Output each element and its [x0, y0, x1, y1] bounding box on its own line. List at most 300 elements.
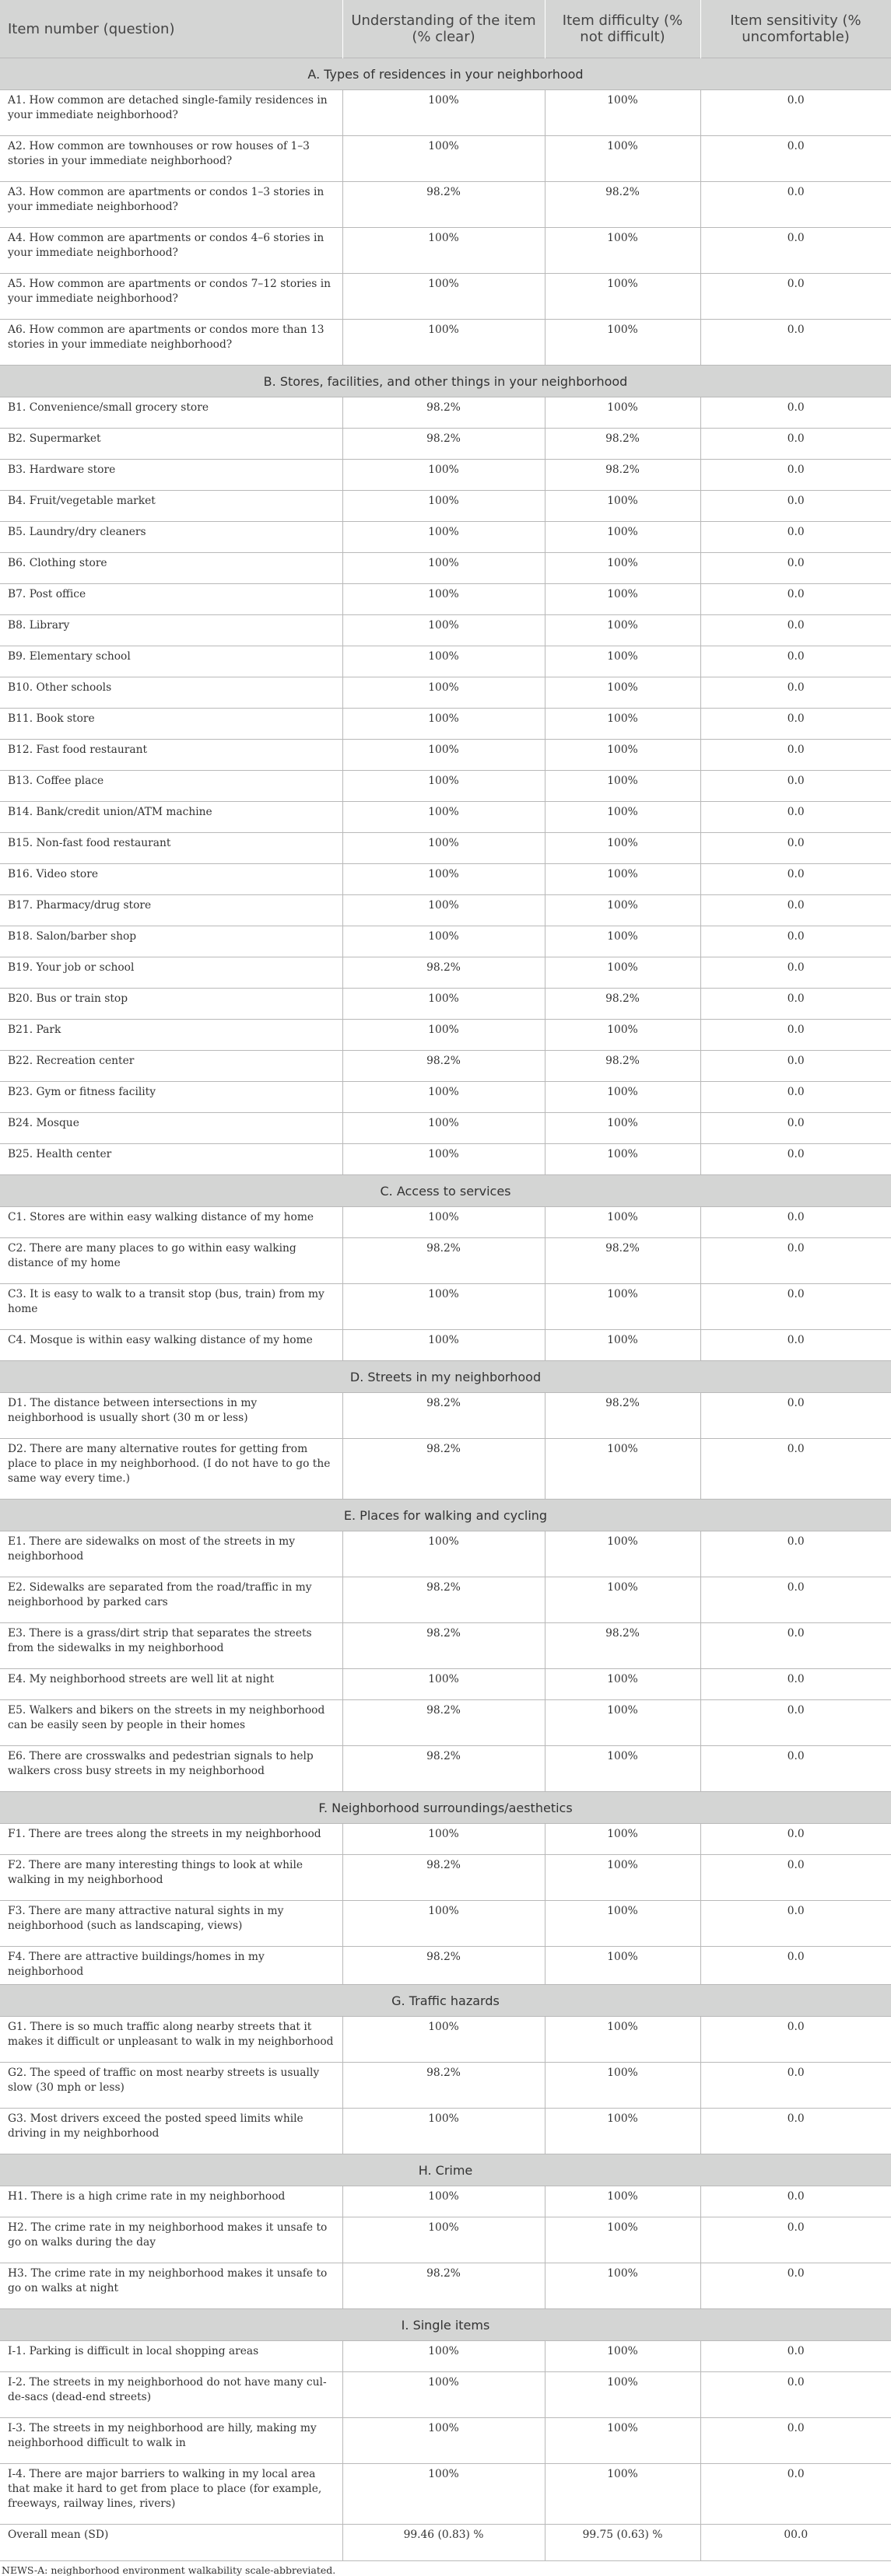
- sensitivity-value: 0.0: [700, 522, 891, 553]
- difficulty-value: 100%: [545, 1746, 700, 1792]
- item-question: B20. Bus or train stop: [0, 989, 342, 1020]
- understanding-value: 98.2%: [342, 1393, 545, 1439]
- section-header-row: [0, 58, 891, 90]
- table-row: [0, 2109, 891, 2154]
- sensitivity-value: 0.0: [700, 2186, 891, 2217]
- difficulty-value: 100%: [545, 1577, 700, 1623]
- table-row: [0, 989, 891, 1020]
- sensitivity-value: 0.0: [700, 677, 891, 709]
- table-row: [0, 2418, 891, 2464]
- table-body: [0, 58, 891, 2561]
- item-question: A5. How common are apartments or condos 7–12 stories in your immediate neighborhood?: [0, 274, 342, 320]
- item-question: E2. Sidewalks are separated from the road/traffic in my neighborhood by parked cars: [0, 1577, 342, 1623]
- difficulty-value: 100%: [545, 1020, 700, 1051]
- sensitivity-value: 0.0: [700, 1577, 891, 1623]
- table-row: [0, 677, 891, 709]
- table-row: [0, 1144, 891, 1175]
- item-question: B15. Non-fast food restaurant: [0, 833, 342, 864]
- sensitivity-value: 0.0: [700, 1439, 891, 1500]
- section-header-row: [0, 2309, 891, 2341]
- difficulty-value: 100%: [545, 2263, 700, 2309]
- difficulty-value: 100%: [545, 2063, 700, 2109]
- sensitivity-value: 0.0: [700, 1330, 891, 1361]
- header-row: [0, 0, 891, 58]
- section-header-row: [0, 1985, 891, 2017]
- sensitivity-value: 0.0: [700, 1623, 891, 1669]
- sensitivity-value: 0.0: [700, 1051, 891, 1082]
- understanding-value: 100%: [342, 2217, 545, 2263]
- understanding-value: 100%: [342, 1824, 545, 1855]
- understanding-value: 100%: [342, 1207, 545, 1238]
- item-question: E6. There are crosswalks and pedestrian signals to help walkers cross busy streets in my neighborhood: [0, 1746, 342, 1792]
- table-row: [0, 1531, 891, 1577]
- table-row: [0, 2263, 891, 2309]
- difficulty-value: 100%: [545, 2017, 700, 2063]
- sensitivity-value: 0.0: [700, 320, 891, 366]
- table-row: [0, 90, 891, 136]
- item-question: C1. Stores are within easy walking distance of my home: [0, 1207, 342, 1238]
- understanding-value: 100%: [342, 1284, 545, 1330]
- item-question: E3. There is a grass/dirt strip that separates the streets from the sidewalks in my neighborhood: [0, 1623, 342, 1669]
- difficulty-value: 100%: [545, 1207, 700, 1238]
- sensitivity-value: 0.0: [700, 1824, 891, 1855]
- table-row: [0, 522, 891, 553]
- difficulty-value: 98.2%: [545, 460, 700, 491]
- understanding-value: 100%: [342, 1082, 545, 1113]
- difficulty-value: 100%: [545, 802, 700, 833]
- understanding-value: 100%: [342, 895, 545, 926]
- table-row: [0, 320, 891, 366]
- sensitivity-value: 0.0: [700, 1669, 891, 1700]
- difficulty-value: 100%: [545, 1330, 700, 1361]
- difficulty-value: 100%: [545, 522, 700, 553]
- table-row: [0, 926, 891, 957]
- table-row: [0, 460, 891, 491]
- item-question: C2. There are many places to go within easy walking distance of my home: [0, 1238, 342, 1284]
- difficulty-value: 98.2%: [545, 182, 700, 228]
- item-question: H2. The crime rate in my neighborhood makes it unsafe to go on walks during the day: [0, 2217, 342, 2263]
- sensitivity-value: 0.0: [700, 1207, 891, 1238]
- footnote: NEWS-A: neighborhood environment walkability scale-abbreviated.: [2, 2564, 336, 2576]
- understanding-value: 100%: [342, 740, 545, 771]
- table-row: [0, 740, 891, 771]
- understanding-value: 100%: [342, 677, 545, 709]
- difficulty-value: 98.2%: [545, 1238, 700, 1284]
- table-row: [0, 709, 891, 740]
- item-question: B22. Recreation center: [0, 1051, 342, 1082]
- item-question: E5. Walkers and bikers on the streets in my neighborhood can be easily seen by people in their homes: [0, 1700, 342, 1746]
- table-row: [0, 615, 891, 646]
- sensitivity-value: 0.0: [700, 228, 891, 274]
- section-title: C. Access to services: [0, 1175, 891, 1207]
- understanding-value: 98.2%: [342, 2063, 545, 2109]
- sensitivity-value: 0.0: [700, 1746, 891, 1792]
- sensitivity-value: 0.0: [700, 1082, 891, 1113]
- understanding-value: 100%: [342, 553, 545, 584]
- understanding-value: 100%: [342, 2186, 545, 2217]
- understanding-value: 100%: [342, 709, 545, 740]
- section-title: A. Types of residences in your neighborhood: [0, 58, 891, 90]
- item-question: B11. Book store: [0, 709, 342, 740]
- item-question: A1. How common are detached single-family residences in your immediate neighborhood?: [0, 90, 342, 136]
- item-question: B23. Gym or fitness facility: [0, 1082, 342, 1113]
- difficulty-value: 100%: [545, 90, 700, 136]
- table-row: [0, 1623, 891, 1669]
- understanding-value: 100%: [342, 522, 545, 553]
- overall-understanding: 99.46 (0.83) %: [342, 2525, 545, 2561]
- sensitivity-value: 0.0: [700, 584, 891, 615]
- understanding-value: 100%: [342, 90, 545, 136]
- table-row: [0, 2186, 891, 2217]
- sensitivity-value: 0.0: [700, 2464, 891, 2525]
- item-question: D2. There are many alternative routes for getting from place to place in my neighborhood. (I do not have to go the same way every time.): [0, 1439, 342, 1500]
- table-row: [0, 1577, 891, 1623]
- sensitivity-value: 0.0: [700, 1144, 891, 1175]
- sensitivity-value: 0.0: [700, 957, 891, 989]
- understanding-value: 100%: [342, 2418, 545, 2464]
- difficulty-value: 100%: [545, 136, 700, 182]
- table-row: [0, 1284, 891, 1330]
- sensitivity-value: 0.0: [700, 740, 891, 771]
- item-question: G3. Most drivers exceed the posted speed limits while driving in my neighborhood: [0, 2109, 342, 2154]
- difficulty-value: 98.2%: [545, 1393, 700, 1439]
- difficulty-value: 100%: [545, 320, 700, 366]
- table-row: [0, 957, 891, 989]
- sensitivity-value: 0.0: [700, 1901, 891, 1947]
- difficulty-value: 100%: [545, 677, 700, 709]
- table-row: [0, 2217, 891, 2263]
- item-question: B12. Fast food restaurant: [0, 740, 342, 771]
- difficulty-value: 100%: [545, 1284, 700, 1330]
- sensitivity-value: 0.0: [700, 1113, 891, 1144]
- difficulty-value: 98.2%: [545, 1051, 700, 1082]
- table-row: [0, 802, 891, 833]
- item-question: B10. Other schools: [0, 677, 342, 709]
- table-row: [0, 646, 891, 677]
- difficulty-value: 100%: [545, 584, 700, 615]
- understanding-value: 100%: [342, 833, 545, 864]
- difficulty-value: 100%: [545, 1947, 700, 1985]
- understanding-value: 98.2%: [342, 1577, 545, 1623]
- difficulty-value: 100%: [545, 553, 700, 584]
- item-question: B16. Video store: [0, 864, 342, 895]
- item-question: B4. Fruit/vegetable market: [0, 491, 342, 522]
- understanding-value: 98.2%: [342, 1746, 545, 1792]
- item-question: B9. Elementary school: [0, 646, 342, 677]
- sensitivity-value: 0.0: [700, 2063, 891, 2109]
- difficulty-value: 100%: [545, 1144, 700, 1175]
- difficulty-value: 98.2%: [545, 989, 700, 1020]
- table-row: [0, 491, 891, 522]
- section-header-row: [0, 2154, 891, 2186]
- section-title: B. Stores, facilities, and other things in your neighborhood: [0, 366, 891, 397]
- table-row: [0, 2063, 891, 2109]
- item-question: B7. Post office: [0, 584, 342, 615]
- sensitivity-value: 0.0: [700, 90, 891, 136]
- item-question: B24. Mosque: [0, 1113, 342, 1144]
- difficulty-value: 98.2%: [545, 429, 700, 460]
- understanding-value: 100%: [342, 2341, 545, 2372]
- understanding-value: 98.2%: [342, 1947, 545, 1985]
- understanding-value: 100%: [342, 1669, 545, 1700]
- difficulty-value: 100%: [545, 1855, 700, 1901]
- understanding-value: 98.2%: [342, 1439, 545, 1500]
- understanding-value: 98.2%: [342, 1238, 545, 1284]
- header-item-number: Item number (question): [0, 0, 342, 58]
- item-question: A2. How common are townhouses or row houses of 1–3 stories in your immediate neighborhood?: [0, 136, 342, 182]
- difficulty-value: 100%: [545, 2464, 700, 2525]
- sensitivity-value: 0.0: [700, 274, 891, 320]
- item-question: B25. Health center: [0, 1144, 342, 1175]
- difficulty-value: 100%: [545, 615, 700, 646]
- understanding-value: 100%: [342, 615, 545, 646]
- understanding-value: 100%: [342, 989, 545, 1020]
- item-question: F3. There are many attractive natural sights in my neighborhood (such as landscaping, views): [0, 1901, 342, 1947]
- item-question: B2. Supermarket: [0, 429, 342, 460]
- section-title: H. Crime: [0, 2154, 891, 2186]
- sensitivity-value: 0.0: [700, 553, 891, 584]
- item-question: H1. There is a high crime rate in my neighborhood: [0, 2186, 342, 2217]
- header-sensitivity: Item sensitivity (% uncomfortable): [700, 0, 891, 58]
- difficulty-value: 100%: [545, 957, 700, 989]
- sensitivity-value: 0.0: [700, 2109, 891, 2154]
- sensitivity-value: 0.0: [700, 460, 891, 491]
- understanding-value: 100%: [342, 274, 545, 320]
- difficulty-value: 100%: [545, 1113, 700, 1144]
- item-question: B5. Laundry/dry cleaners: [0, 522, 342, 553]
- table-row: [0, 2017, 891, 2063]
- difficulty-value: 100%: [545, 833, 700, 864]
- table-row: [0, 1439, 891, 1500]
- difficulty-value: 100%: [545, 1439, 700, 1500]
- understanding-value: 100%: [342, 926, 545, 957]
- understanding-value: 98.2%: [342, 2263, 545, 2309]
- sensitivity-value: 0.0: [700, 1020, 891, 1051]
- understanding-value: 100%: [342, 2372, 545, 2418]
- understanding-value: 100%: [342, 1901, 545, 1947]
- understanding-value: 98.2%: [342, 1051, 545, 1082]
- item-question: E4. My neighborhood streets are well lit at night: [0, 1669, 342, 1700]
- difficulty-value: 100%: [545, 491, 700, 522]
- difficulty-value: 100%: [545, 1669, 700, 1700]
- difficulty-value: 100%: [545, 2372, 700, 2418]
- table-row: [0, 228, 891, 274]
- header-difficulty: Item difficulty (% not difficult): [545, 0, 700, 58]
- sensitivity-value: 0.0: [700, 895, 891, 926]
- sensitivity-value: 0.0: [700, 926, 891, 957]
- table-row: [0, 1700, 891, 1746]
- sensitivity-value: 0.0: [700, 2263, 891, 2309]
- table-row: [0, 397, 891, 429]
- difficulty-value: 100%: [545, 274, 700, 320]
- table-row: [0, 2341, 891, 2372]
- difficulty-value: 100%: [545, 2109, 700, 2154]
- table-row: [0, 2372, 891, 2418]
- table-row: [0, 1330, 891, 1361]
- table-row: [0, 1824, 891, 1855]
- sensitivity-value: 0.0: [700, 2341, 891, 2372]
- sensitivity-value: 0.0: [700, 182, 891, 228]
- difficulty-value: 100%: [545, 228, 700, 274]
- sensitivity-value: 0.0: [700, 1531, 891, 1577]
- difficulty-value: 100%: [545, 646, 700, 677]
- item-question: A3. How common are apartments or condos 1–3 stories in your immediate neighborhood?: [0, 182, 342, 228]
- understanding-value: 98.2%: [342, 957, 545, 989]
- difficulty-value: 100%: [545, 1824, 700, 1855]
- item-question: B8. Library: [0, 615, 342, 646]
- item-question: C4. Mosque is within easy walking distance of my home: [0, 1330, 342, 1361]
- understanding-value: 100%: [342, 1113, 545, 1144]
- sensitivity-value: 0.0: [700, 864, 891, 895]
- understanding-value: 100%: [342, 2464, 545, 2525]
- sensitivity-value: 0.0: [700, 615, 891, 646]
- table-row: [0, 584, 891, 615]
- sensitivity-value: 0.0: [700, 2017, 891, 2063]
- table-row: [0, 1901, 891, 1947]
- difficulty-value: 100%: [545, 1700, 700, 1746]
- item-question: D1. The distance between intersections in my neighborhood is usually short (30 m or less): [0, 1393, 342, 1439]
- item-question: I-2. The streets in my neighborhood do not have many cul-de-sacs (dead-end streets): [0, 2372, 342, 2418]
- sensitivity-value: 0.0: [700, 2372, 891, 2418]
- understanding-value: 100%: [342, 136, 545, 182]
- table-row: [0, 1082, 891, 1113]
- item-question: G1. There is so much traffic along nearby streets that it makes it difficult or unpleasant to walk in my neighborhood: [0, 2017, 342, 2063]
- section-header-row: [0, 1500, 891, 1531]
- table-row: [0, 1855, 891, 1901]
- item-question: H3. The crime rate in my neighborhood makes it unsafe to go on walks at night: [0, 2263, 342, 2309]
- sensitivity-value: 0.0: [700, 989, 891, 1020]
- understanding-value: 100%: [342, 2109, 545, 2154]
- item-question: B17. Pharmacy/drug store: [0, 895, 342, 926]
- difficulty-value: 98.2%: [545, 1623, 700, 1669]
- understanding-value: 100%: [342, 802, 545, 833]
- item-question: I-1. Parking is difficult in local shopping areas: [0, 2341, 342, 2372]
- section-title: D. Streets in my neighborhood: [0, 1361, 891, 1393]
- understanding-value: 98.2%: [342, 429, 545, 460]
- sensitivity-value: 0.0: [700, 429, 891, 460]
- item-question: B18. Salon/barber shop: [0, 926, 342, 957]
- difficulty-value: 100%: [545, 709, 700, 740]
- item-question: B6. Clothing store: [0, 553, 342, 584]
- table-row: [0, 1947, 891, 1985]
- understanding-value: 100%: [342, 646, 545, 677]
- overall-difficulty: 99.75 (0.63) %: [545, 2525, 700, 2561]
- sensitivity-value: 0.0: [700, 1238, 891, 1284]
- item-question: F1. There are trees along the streets in my neighborhood: [0, 1824, 342, 1855]
- understanding-value: 100%: [342, 1144, 545, 1175]
- table-row: [0, 771, 891, 802]
- understanding-value: 100%: [342, 864, 545, 895]
- table-row: [0, 1020, 891, 1051]
- item-question: B14. Bank/credit union/ATM machine: [0, 802, 342, 833]
- item-question: A4. How common are apartments or condos 4–6 stories in your immediate neighborhood?: [0, 228, 342, 274]
- sensitivity-value: 0.0: [700, 1947, 891, 1985]
- difficulty-value: 100%: [545, 2341, 700, 2372]
- difficulty-value: 100%: [545, 397, 700, 429]
- header-understanding: Understanding of the item (% clear): [342, 0, 545, 58]
- table-row: [0, 833, 891, 864]
- sensitivity-value: 0.0: [700, 771, 891, 802]
- item-question: A6. How common are apartments or condos more than 13 stories in your immediate neighborhood?: [0, 320, 342, 366]
- understanding-value: 100%: [342, 491, 545, 522]
- table-row: [0, 274, 891, 320]
- sensitivity-value: 0.0: [700, 1393, 891, 1439]
- table-row: [0, 1051, 891, 1082]
- understanding-value: 100%: [342, 1020, 545, 1051]
- understanding-value: 98.2%: [342, 182, 545, 228]
- sensitivity-value: 0.0: [700, 646, 891, 677]
- table-row: [0, 1113, 891, 1144]
- understanding-value: 100%: [342, 771, 545, 802]
- difficulty-value: 100%: [545, 895, 700, 926]
- sensitivity-value: 0.0: [700, 1855, 891, 1901]
- table-row: [0, 553, 891, 584]
- understanding-value: 100%: [342, 1330, 545, 1361]
- item-question: G2. The speed of traffic on most nearby streets is usually slow (30 mph or less): [0, 2063, 342, 2109]
- item-question: B3. Hardware store: [0, 460, 342, 491]
- understanding-value: 100%: [342, 320, 545, 366]
- section-title: E. Places for walking and cycling: [0, 1500, 891, 1531]
- table-row: [0, 864, 891, 895]
- understanding-value: 100%: [342, 2017, 545, 2063]
- item-question: C3. It is easy to walk to a transit stop (bus, train) from my home: [0, 1284, 342, 1330]
- difficulty-value: 100%: [545, 926, 700, 957]
- item-question: B1. Convenience/small grocery store: [0, 397, 342, 429]
- sensitivity-value: 0.0: [700, 1700, 891, 1746]
- section-title: I. Single items: [0, 2309, 891, 2341]
- difficulty-value: 100%: [545, 2186, 700, 2217]
- section-header-row: [0, 1175, 891, 1207]
- item-question: I-4. There are major barriers to walking in my local area that make it hard to get from place to place (for example, freeways, railway lines, rivers): [0, 2464, 342, 2525]
- table-row: [0, 1393, 891, 1439]
- understanding-value: 100%: [342, 460, 545, 491]
- section-header-row: [0, 1361, 891, 1393]
- understanding-value: 100%: [342, 584, 545, 615]
- understanding-value: 98.2%: [342, 1855, 545, 1901]
- understanding-value: 98.2%: [342, 1623, 545, 1669]
- table-row: [0, 1746, 891, 1792]
- table-row: [0, 136, 891, 182]
- difficulty-value: 100%: [545, 771, 700, 802]
- table-row: [0, 182, 891, 228]
- sensitivity-value: 0.0: [700, 1284, 891, 1330]
- overall-mean-label: Overall mean (SD): [0, 2525, 342, 2561]
- sensitivity-value: 0.0: [700, 136, 891, 182]
- item-question: B19. Your job or school: [0, 957, 342, 989]
- table-row: [0, 1669, 891, 1700]
- sensitivity-value: 0.0: [700, 397, 891, 429]
- item-question: I-3. The streets in my neighborhood are hilly, making my neighborhood difficult to walk in: [0, 2418, 342, 2464]
- section-header-row: [0, 1792, 891, 1824]
- understanding-value: 98.2%: [342, 1700, 545, 1746]
- table-row: [0, 429, 891, 460]
- understanding-value: 100%: [342, 1531, 545, 1577]
- section-title: G. Traffic hazards: [0, 1985, 891, 2017]
- item-question: F4. There are attractive buildings/homes in my neighborhood: [0, 1947, 342, 1985]
- sensitivity-value: 0.0: [700, 2217, 891, 2263]
- table-row: [0, 2464, 891, 2525]
- difficulty-value: 100%: [545, 1082, 700, 1113]
- difficulty-value: 100%: [545, 2418, 700, 2464]
- sensitivity-value: 0.0: [700, 709, 891, 740]
- understanding-value: 100%: [342, 228, 545, 274]
- item-question: E1. There are sidewalks on most of the streets in my neighborhood: [0, 1531, 342, 1577]
- difficulty-value: 100%: [545, 1901, 700, 1947]
- difficulty-value: 100%: [545, 864, 700, 895]
- table-row: [0, 1238, 891, 1284]
- section-title: F. Neighborhood surroundings/aesthetics: [0, 1792, 891, 1824]
- difficulty-value: 100%: [545, 2217, 700, 2263]
